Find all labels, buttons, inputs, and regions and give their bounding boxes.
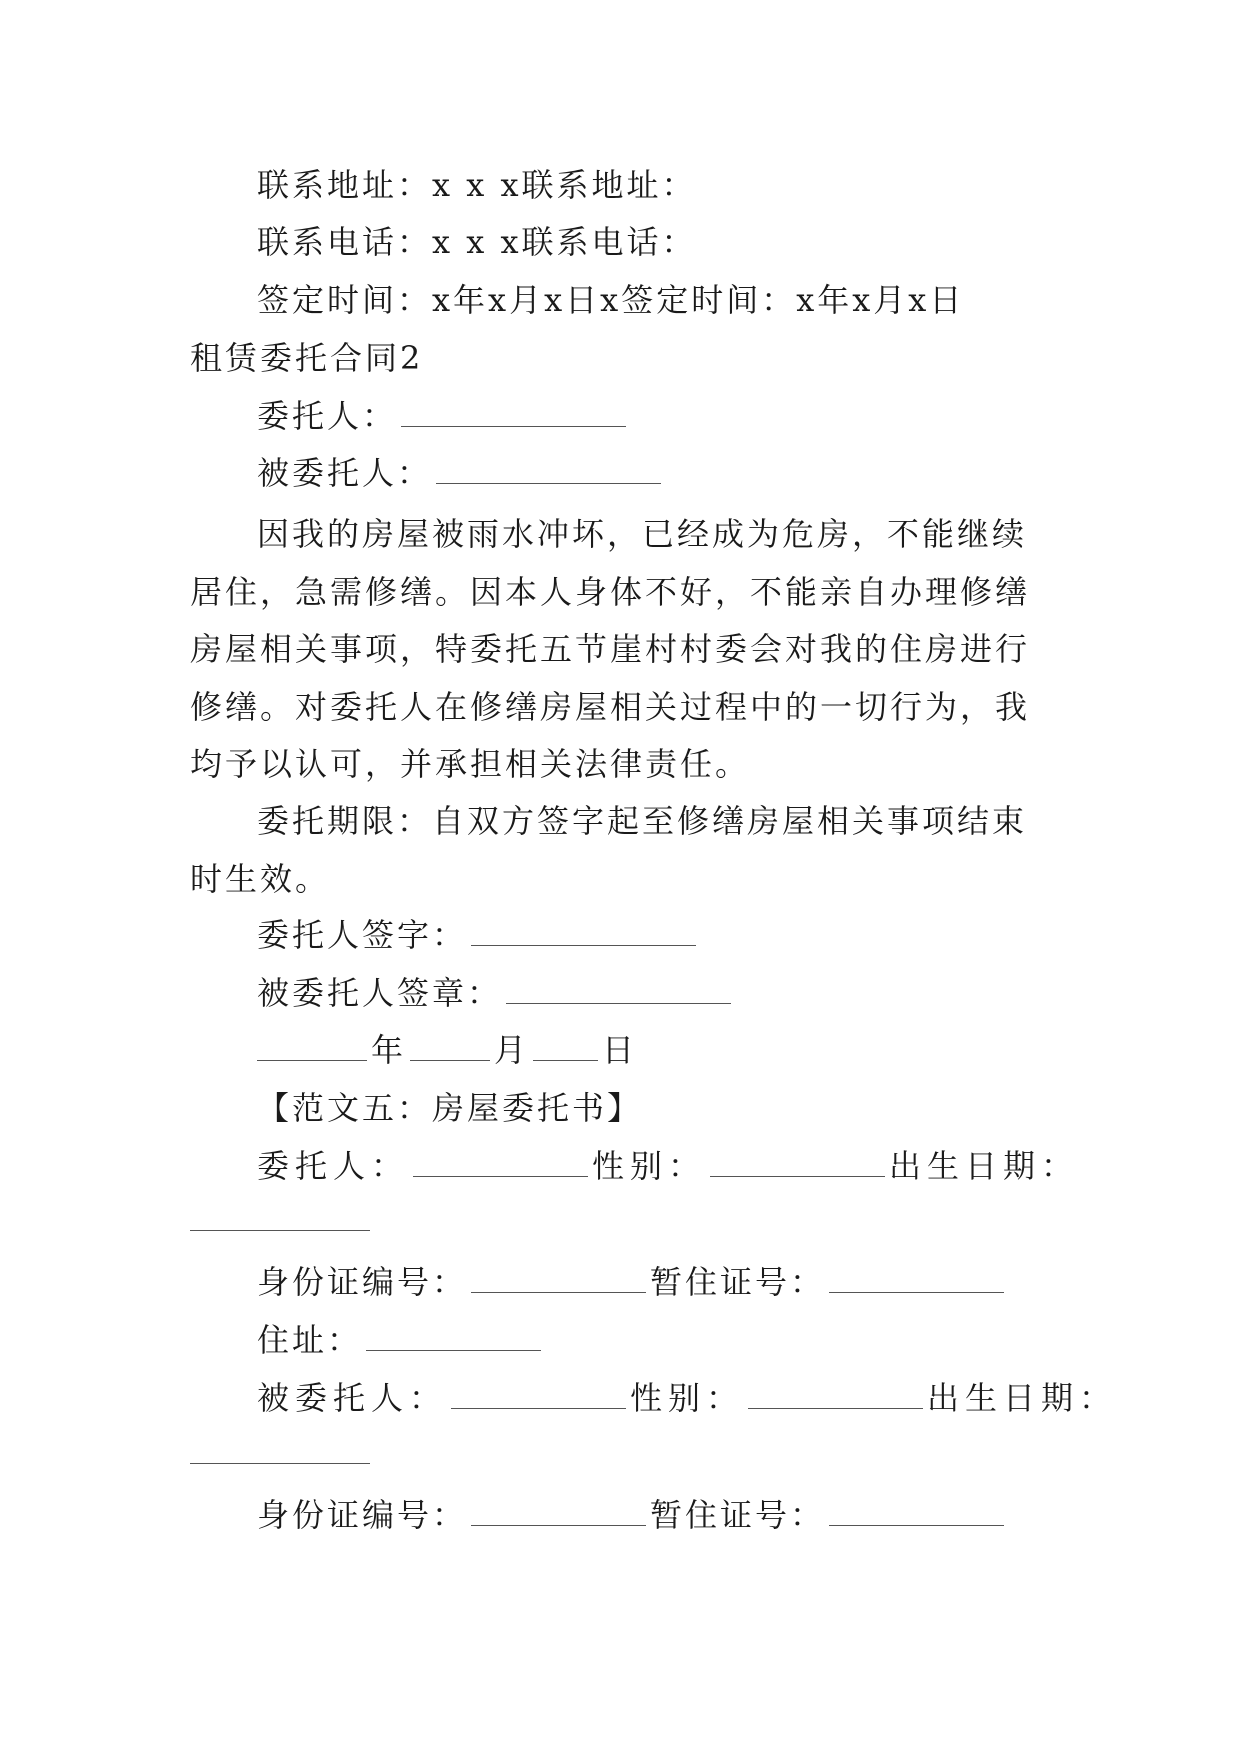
body-paragraph: 因我的房屋被雨水冲坏，已经成为危房，不能继续居住，急需修缮。因本人身体不好，不能亲自办理修缮房屋相关事项，特委托五节崖村村委会对我的住房进行修缮。对委托人在修缮房屋相关过程中的一切行为，我均予以认可，并承担相关法律责任。 [190,515,1031,784]
s5-birth-label: 出生日期： [889,1147,1080,1185]
agent-blank [436,457,661,484]
date-line [257,1030,637,1070]
s5-birth-label-2: 出生日期： [927,1379,1118,1417]
s5-temp-id-label-2: 暂住证号： [650,1496,826,1534]
principal-blank [401,400,626,427]
s5-principal-blank [413,1150,588,1177]
s5-address-blank [366,1324,541,1351]
day-label: 日 [602,1031,638,1069]
year-blank [257,1034,367,1061]
s5-temp-id-blank-2 [829,1499,1004,1526]
s5-agent-line [257,1378,1117,1418]
s5-address-label: 住址： [257,1321,363,1359]
principal-label: 委托人： [257,397,398,435]
s5-gender-blank-2 [748,1382,923,1409]
sample5-title: 【范文五：房屋委托书】 [257,1089,643,1127]
contact-phone-line: 联系电话：x x x联系电话： [257,223,697,261]
month-label: 月 [494,1031,530,1069]
s5-agent-label: 被委托人： [257,1379,448,1417]
principal-sign-line [257,915,700,955]
s5-gender-label-2: 性别： [630,1379,745,1417]
agent-seal-blank [506,977,731,1004]
s5-address-line [257,1320,545,1360]
contract2-title: 租赁委托合同2 [190,339,424,377]
s5-birth-blank-2 [190,1463,370,1464]
s5-id-blank [471,1266,646,1293]
s5-id-label: 身份证编号： [257,1263,468,1301]
s5-id-label-2: 身份证编号： [257,1496,468,1534]
s5-birth-blank [190,1230,370,1231]
principal-sign-label: 委托人签字： [257,916,468,954]
sign-time-line: 签定时间：x年x月x日x签定时间：x年x月x日 [257,281,965,319]
s5-temp-id-blank [829,1266,1004,1293]
s5-principal-label: 委托人： [257,1147,410,1185]
principal-sign-blank [471,919,696,946]
agent-seal-line [257,973,735,1013]
s5-agent-blank [451,1382,626,1409]
s5-id-line-2 [257,1495,1008,1535]
s5-id-line [257,1262,1008,1302]
month-blank [410,1034,490,1061]
s5-gender-label: 性别： [592,1147,707,1185]
day-blank [533,1034,598,1061]
contact-address-line: 联系地址：x x x联系地址： [257,166,697,204]
s5-principal-line [257,1146,1079,1186]
agent-seal-label: 被委托人签章： [257,974,503,1012]
agent-line [257,453,665,493]
s5-gender-blank [710,1150,885,1177]
principal-line [257,396,630,436]
term-paragraph: 委托期限：自双方签字起至修缮房屋相关事项结束时生效。 [190,802,1028,898]
s5-temp-id-label: 暂住证号： [650,1263,826,1301]
s5-id-blank-2 [471,1499,646,1526]
agent-label: 被委托人： [257,454,433,492]
year-label: 年 [371,1031,407,1069]
